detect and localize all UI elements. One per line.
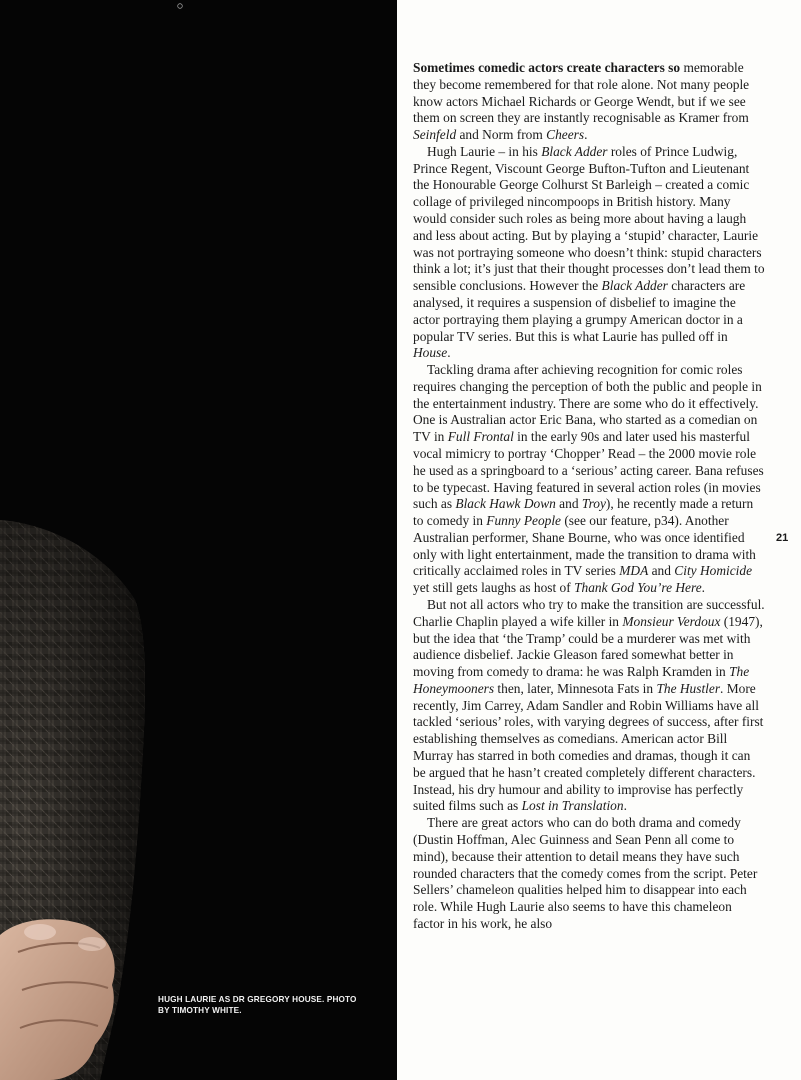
title-reference: Full Frontal bbox=[447, 429, 514, 445]
article-paragraph bbox=[413, 362, 765, 597]
title-reference: Black Adder bbox=[541, 143, 608, 159]
text-run: But not all actors who try to make the transition are successful. Charlie Chaplin played a wife killer in bbox=[413, 597, 765, 629]
text-run: and bbox=[648, 563, 675, 579]
title-reference: Lost in Translation bbox=[521, 798, 624, 814]
page-number: 21 bbox=[776, 532, 789, 544]
title-reference: Funny People bbox=[486, 513, 561, 529]
title-reference: Monsieur Verdoux bbox=[622, 613, 721, 629]
text-run: . bbox=[623, 798, 627, 814]
text-run: . More recently, Jim Carrey, Adam Sandler and Robin Williams have all tackled ‘serious’ roles, with varying degrees of success, after first establishing themselves as comedians. American actor Bill Murray has starred in both comedies and dramas, though it can be argued that he hasn’t created completely different characters. Instead, his dry humour and ability to improvise has perfectly suited films such as bbox=[413, 680, 764, 814]
text-run: memorable they become remembered for that role alone. Not many people know actors Michael Richards or George Wendt, but if we see them on screen they are instantly recognisable as Kramer from bbox=[413, 60, 750, 126]
text-run: yet still gets laughs as host of bbox=[413, 580, 575, 596]
text-run: and bbox=[555, 496, 582, 512]
title-reference: City Homicide bbox=[674, 563, 753, 579]
text-run: . bbox=[584, 127, 588, 143]
text-run: (1947), but the idea that ‘the Tramp’ could be a murderer was met with audience disbelief. Jackie Gleason fared somewhat better in moving from comedy to drama: he was Ralph Kramden in bbox=[413, 613, 763, 680]
text-run: and Norm from bbox=[456, 127, 547, 143]
text-run: Tackling drama after achieving recognition for comic roles requires changing the perception of both the public and people in the entertainment industry. There are some who do it effectively. One is Australian actor Eric Bana, who started as a comedian on TV in bbox=[413, 362, 762, 445]
title-reference: Black Hawk Down bbox=[455, 496, 556, 512]
title-reference: The Hustler bbox=[656, 680, 721, 696]
text-run: roles of Prince Ludwig, Prince Regent, Viscount George Bufton-Tufton and Lieutenant the Honourable George Colhurst St Barleigh – created a comic collage of privileged nincompoops in British history. Many would consider such roles as being more about having a laugh and less about acting. But by playing a ‘stupid’ character, Laurie was not portraying someone who doesn’t think: stupid characters think a lot; it’s just that their thought processes don’t lead them to sensible conclusions. However the bbox=[413, 143, 765, 294]
text-run: (see our feature, p34). Another Australian performer, Shane Bourne, who was once identified only with light entertainment, made the transition to drama with critically acclaimed roles in TV series bbox=[413, 513, 756, 579]
text-run: ), he recently made a return to comedy in bbox=[413, 496, 754, 529]
photo-caption: HUGH LAURIE AS DR GREGORY HOUSE. PHOTO BY TIMOTHY WHITE. bbox=[158, 995, 357, 1015]
article-body bbox=[413, 60, 765, 933]
title-reference: Cheers bbox=[546, 127, 585, 143]
text-run: Hugh Laurie – in his bbox=[427, 143, 542, 159]
article-paragraph bbox=[413, 815, 765, 932]
title-reference: House bbox=[413, 345, 448, 361]
title-reference: The Honeymooners bbox=[413, 664, 750, 696]
text-run: . bbox=[447, 345, 451, 361]
title-reference: Black Adder bbox=[601, 278, 668, 294]
text-run: . bbox=[701, 580, 705, 596]
text-run: then, later, Minnesota Fats in bbox=[494, 680, 657, 696]
lead-in-text: Sometimes comedic actors create characters so bbox=[413, 60, 681, 75]
title-reference: Troy bbox=[581, 496, 606, 512]
title-reference: MDA bbox=[619, 563, 649, 579]
text-run: There are great actors who can do both drama and comedy (Dustin Hoffman, Alec Guinness and Sean Penn all come to mind), because their attention to detail means they have such rounded characters that the comedy comes from the script. Peter Sellers’ chameleon qualities helped him to disappear into each role. While Hugh Laurie also seems to have this chameleon factor in his work, he also bbox=[413, 815, 758, 931]
text-run: in the early 90s and later used his masterful vocal mimicry to portray ‘Chopper’ Read – the 2000 movie role he used as a springboard to a ‘serious’ acting career. Bana refuses to be typecast. Having featured in several action roles (in movies such as bbox=[413, 429, 764, 512]
title-reference: Thank God You’re Here bbox=[574, 580, 702, 596]
article-paragraph bbox=[413, 144, 765, 362]
title-reference: Seinfeld bbox=[413, 127, 457, 143]
photo-hugh-laurie bbox=[0, 0, 397, 1080]
article-paragraph bbox=[413, 597, 765, 815]
photo-artwork bbox=[0, 0, 397, 1080]
article-lead-paragraph bbox=[413, 60, 765, 144]
text-run: characters are analysed, it requires a suspension of disbelief to imagine the actor portraying them playing a grumpy American doctor in a popular TV series. But this is what Laurie has pulled off in bbox=[413, 278, 746, 344]
